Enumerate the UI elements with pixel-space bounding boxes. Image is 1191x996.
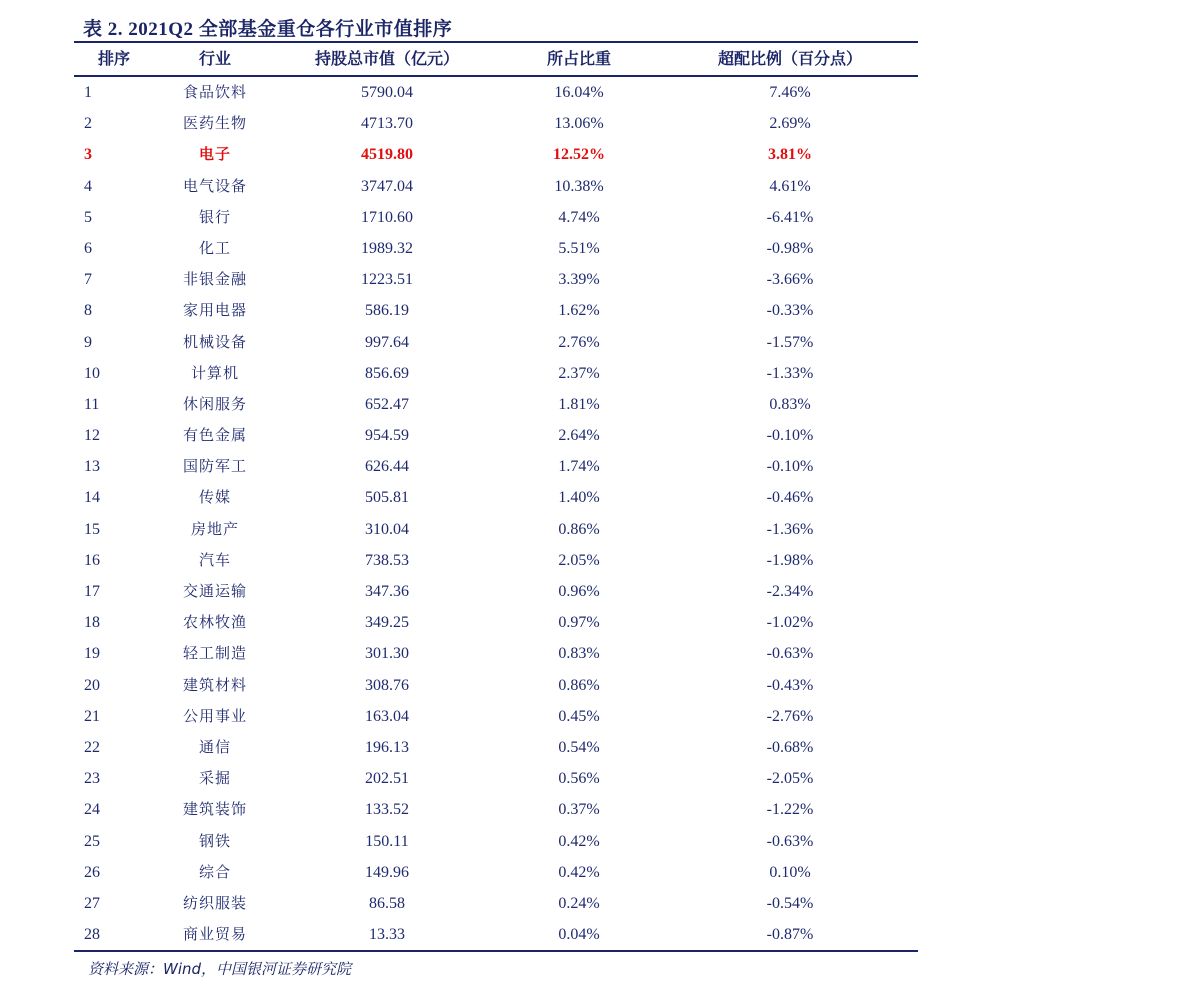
cell-rank: 9 bbox=[84, 333, 92, 351]
cell-share: 0.56% bbox=[558, 770, 600, 788]
cell-share: 1.81% bbox=[558, 395, 600, 413]
cell-share: 0.24% bbox=[558, 894, 600, 912]
cell-industry: 交通运输 bbox=[182, 582, 247, 600]
cell-rank: 27 bbox=[84, 894, 100, 912]
cell-rank: 21 bbox=[84, 707, 100, 725]
cell-value: 86.58 bbox=[369, 894, 405, 912]
cell-overweight: -2.34% bbox=[766, 583, 814, 600]
cell-value: 652.47 bbox=[365, 395, 409, 413]
cell-value: 196.13 bbox=[365, 738, 409, 756]
table-row bbox=[74, 482, 918, 513]
cell-share: 4.74% bbox=[558, 208, 600, 226]
cell-overweight: -0.10% bbox=[766, 427, 814, 445]
cell-rank: 14 bbox=[84, 489, 100, 507]
table-row bbox=[74, 763, 918, 794]
cell-share: 0.42% bbox=[558, 832, 600, 850]
cell-value: 505.81 bbox=[365, 489, 409, 507]
table-row bbox=[74, 202, 918, 233]
cell-value: 163.04 bbox=[365, 707, 409, 725]
cell-value: 954.59 bbox=[365, 427, 409, 445]
cell-value: 1223.51 bbox=[361, 271, 413, 289]
cell-industry: 电气设备 bbox=[182, 176, 247, 195]
cell-industry: 银行 bbox=[198, 207, 231, 226]
cell-rank: 17 bbox=[84, 583, 100, 600]
cell-overweight: 0.83% bbox=[769, 395, 811, 413]
table-row bbox=[74, 670, 918, 701]
cell-overweight: -0.46% bbox=[766, 489, 814, 507]
cell-industry: 化工 bbox=[198, 238, 231, 257]
table-body bbox=[74, 77, 918, 950]
cell-industry: 机械设备 bbox=[182, 332, 247, 351]
cell-industry: 建筑装饰 bbox=[182, 800, 247, 819]
cell-share: 5.51% bbox=[558, 239, 600, 257]
cell-value: 5790.04 bbox=[361, 84, 413, 101]
table-row bbox=[74, 607, 918, 638]
cell-rank: 3 bbox=[84, 146, 92, 164]
cell-rank: 7 bbox=[84, 271, 92, 289]
cell-rank: 12 bbox=[84, 427, 100, 445]
cell-share: 12.52% bbox=[553, 146, 605, 164]
cell-industry: 传媒 bbox=[198, 488, 231, 507]
cell-rank: 19 bbox=[84, 645, 100, 663]
cell-overweight: 7.46% bbox=[769, 84, 811, 101]
cell-share: 0.42% bbox=[558, 863, 600, 881]
cell-value: 3747.04 bbox=[361, 177, 413, 195]
cell-share: 1.74% bbox=[558, 458, 600, 476]
cell-value: 150.11 bbox=[365, 832, 409, 850]
cell-share: 0.04% bbox=[558, 926, 600, 944]
cell-industry: 农林牧渔 bbox=[182, 613, 247, 632]
cell-overweight: -0.63% bbox=[766, 832, 814, 850]
cell-overweight: -1.98% bbox=[766, 551, 814, 569]
cell-share: 2.64% bbox=[558, 427, 600, 445]
cell-overweight: -1.02% bbox=[766, 614, 814, 632]
cell-rank: 22 bbox=[84, 738, 100, 756]
cell-value: 626.44 bbox=[365, 458, 409, 476]
table-row bbox=[74, 888, 918, 919]
cell-overweight: -6.41% bbox=[766, 208, 814, 226]
cell-share: 0.83% bbox=[558, 645, 600, 663]
cell-overweight: -3.66% bbox=[766, 271, 814, 289]
cell-rank: 26 bbox=[84, 863, 100, 881]
cell-share: 2.37% bbox=[558, 364, 600, 382]
table-row bbox=[74, 576, 918, 607]
cell-industry: 综合 bbox=[198, 862, 231, 881]
cell-share: 1.62% bbox=[558, 302, 600, 320]
cell-overweight: 4.61% bbox=[769, 177, 811, 195]
cell-overweight: -1.33% bbox=[766, 364, 814, 382]
cell-share: 0.86% bbox=[558, 520, 600, 538]
cell-rank: 6 bbox=[84, 239, 92, 257]
table-row bbox=[74, 545, 918, 576]
cell-value: 1710.60 bbox=[361, 208, 413, 226]
table-title: 表 2. 2021Q2 全部基金重仓各行业市值排序 bbox=[83, 19, 453, 40]
source-note: 资料来源：Wind，中国银河证券研究院 bbox=[88, 960, 352, 978]
cell-value: 738.53 bbox=[365, 551, 409, 569]
cell-industry: 食品饮料 bbox=[182, 83, 247, 101]
cell-value: 4519.80 bbox=[361, 146, 413, 164]
cell-overweight: -0.10% bbox=[766, 458, 814, 476]
table-row bbox=[74, 826, 918, 857]
cell-value: 586.19 bbox=[365, 302, 409, 320]
cell-overweight: -1.57% bbox=[766, 333, 814, 351]
cell-rank: 20 bbox=[84, 676, 100, 694]
cell-rank: 4 bbox=[84, 177, 92, 195]
cell-share: 16.04% bbox=[554, 84, 604, 101]
cell-industry: 采掘 bbox=[198, 769, 231, 788]
cell-overweight: -0.54% bbox=[766, 894, 814, 912]
cell-share: 0.86% bbox=[558, 676, 600, 694]
cell-share: 10.38% bbox=[554, 177, 604, 195]
table-row bbox=[74, 701, 918, 732]
table-row bbox=[74, 264, 918, 295]
cell-overweight: -2.76% bbox=[766, 707, 814, 725]
cell-overweight: -1.22% bbox=[766, 801, 814, 819]
cell-industry: 医药生物 bbox=[182, 114, 247, 133]
table-row bbox=[74, 857, 918, 888]
cell-overweight: 3.81% bbox=[768, 146, 812, 164]
cell-rank: 16 bbox=[84, 551, 100, 569]
table-row bbox=[74, 732, 918, 763]
header-value: 持股总市值（亿元） bbox=[314, 49, 459, 68]
header-overweight: 超配比例（百分点） bbox=[717, 49, 862, 68]
cell-share: 2.76% bbox=[558, 333, 600, 351]
header-rank: 排序 bbox=[97, 49, 130, 68]
cell-overweight: 2.69% bbox=[769, 115, 811, 133]
cell-rank: 10 bbox=[84, 364, 100, 382]
cell-industry: 休闲服务 bbox=[182, 394, 247, 413]
cell-industry: 钢铁 bbox=[198, 831, 231, 850]
table-row bbox=[74, 514, 918, 545]
cell-overweight: 0.10% bbox=[769, 863, 811, 881]
cell-industry: 纺织服装 bbox=[182, 893, 247, 912]
cell-rank: 28 bbox=[84, 926, 100, 944]
table-row bbox=[74, 389, 918, 420]
cell-value: 856.69 bbox=[365, 364, 409, 382]
cell-overweight: -0.33% bbox=[766, 302, 814, 320]
table-row bbox=[74, 139, 918, 170]
cell-share: 2.05% bbox=[558, 551, 600, 569]
table-row bbox=[74, 108, 918, 139]
cell-industry: 通信 bbox=[198, 737, 231, 756]
cell-rank: 8 bbox=[84, 302, 92, 320]
cell-overweight: -2.05% bbox=[766, 770, 814, 788]
cell-share: 0.96% bbox=[558, 583, 600, 600]
header-share: 所占比重 bbox=[546, 49, 611, 68]
cell-value: 349.25 bbox=[365, 614, 409, 632]
cell-industry: 家用电器 bbox=[182, 301, 247, 320]
cell-industry: 建筑材料 bbox=[182, 675, 247, 694]
table-row bbox=[74, 451, 918, 482]
table-row bbox=[74, 420, 918, 451]
table-bottom-rule bbox=[74, 950, 918, 952]
cell-rank: 24 bbox=[84, 801, 100, 819]
table-row bbox=[74, 638, 918, 669]
cell-rank: 25 bbox=[84, 832, 100, 850]
cell-industry: 计算机 bbox=[190, 363, 239, 382]
cell-overweight: -1.36% bbox=[766, 520, 814, 538]
cell-value: 133.52 bbox=[365, 801, 409, 819]
cell-rank: 11 bbox=[84, 395, 100, 413]
cell-share: 3.39% bbox=[558, 271, 600, 289]
cell-industry: 房地产 bbox=[190, 519, 239, 538]
cell-industry: 商业贸易 bbox=[182, 925, 247, 944]
cell-overweight: -0.43% bbox=[766, 676, 814, 694]
header-industry: 行业 bbox=[198, 49, 231, 68]
cell-industry: 公用事业 bbox=[182, 706, 247, 725]
cell-share: 0.37% bbox=[558, 801, 600, 819]
cell-value: 202.51 bbox=[365, 770, 409, 788]
cell-value: 308.76 bbox=[365, 676, 409, 694]
cell-rank: 1 bbox=[84, 84, 92, 101]
cell-overweight: -0.87% bbox=[766, 926, 814, 944]
table-row bbox=[74, 358, 918, 389]
cell-value: 149.96 bbox=[365, 863, 409, 881]
cell-value: 13.33 bbox=[369, 926, 405, 944]
table-row bbox=[74, 171, 918, 202]
cell-industry: 电子 bbox=[198, 145, 231, 164]
table-row bbox=[74, 794, 918, 825]
cell-share: 0.45% bbox=[558, 707, 600, 725]
cell-share: 0.97% bbox=[558, 614, 600, 632]
cell-overweight: -0.63% bbox=[766, 645, 814, 663]
cell-industry: 轻工制造 bbox=[182, 644, 247, 663]
cell-share: 13.06% bbox=[554, 115, 604, 133]
cell-value: 1989.32 bbox=[361, 239, 413, 257]
table-row bbox=[74, 919, 918, 950]
cell-share: 1.40% bbox=[558, 489, 600, 507]
table-row bbox=[74, 295, 918, 326]
cell-industry: 非银金融 bbox=[182, 270, 247, 289]
table-row bbox=[74, 327, 918, 358]
cell-industry: 国防军工 bbox=[182, 457, 247, 476]
cell-rank: 2 bbox=[84, 115, 92, 133]
table-header bbox=[74, 43, 918, 75]
cell-rank: 13 bbox=[84, 458, 100, 476]
cell-rank: 5 bbox=[84, 208, 92, 226]
cell-value: 4713.70 bbox=[361, 115, 413, 133]
cell-share: 0.54% bbox=[558, 738, 600, 756]
cell-value: 301.30 bbox=[365, 645, 409, 663]
table-row bbox=[74, 233, 918, 264]
cell-value: 347.36 bbox=[365, 583, 409, 600]
cell-value: 310.04 bbox=[365, 520, 409, 538]
cell-rank: 23 bbox=[84, 770, 100, 788]
cell-industry: 汽车 bbox=[198, 550, 231, 569]
cell-industry: 有色金属 bbox=[182, 426, 247, 445]
table-row bbox=[74, 77, 918, 108]
cell-overweight: -0.68% bbox=[766, 738, 814, 756]
cell-rank: 15 bbox=[84, 520, 100, 538]
cell-rank: 18 bbox=[84, 614, 100, 632]
cell-overweight: -0.98% bbox=[766, 239, 814, 257]
cell-value: 997.64 bbox=[365, 333, 409, 351]
